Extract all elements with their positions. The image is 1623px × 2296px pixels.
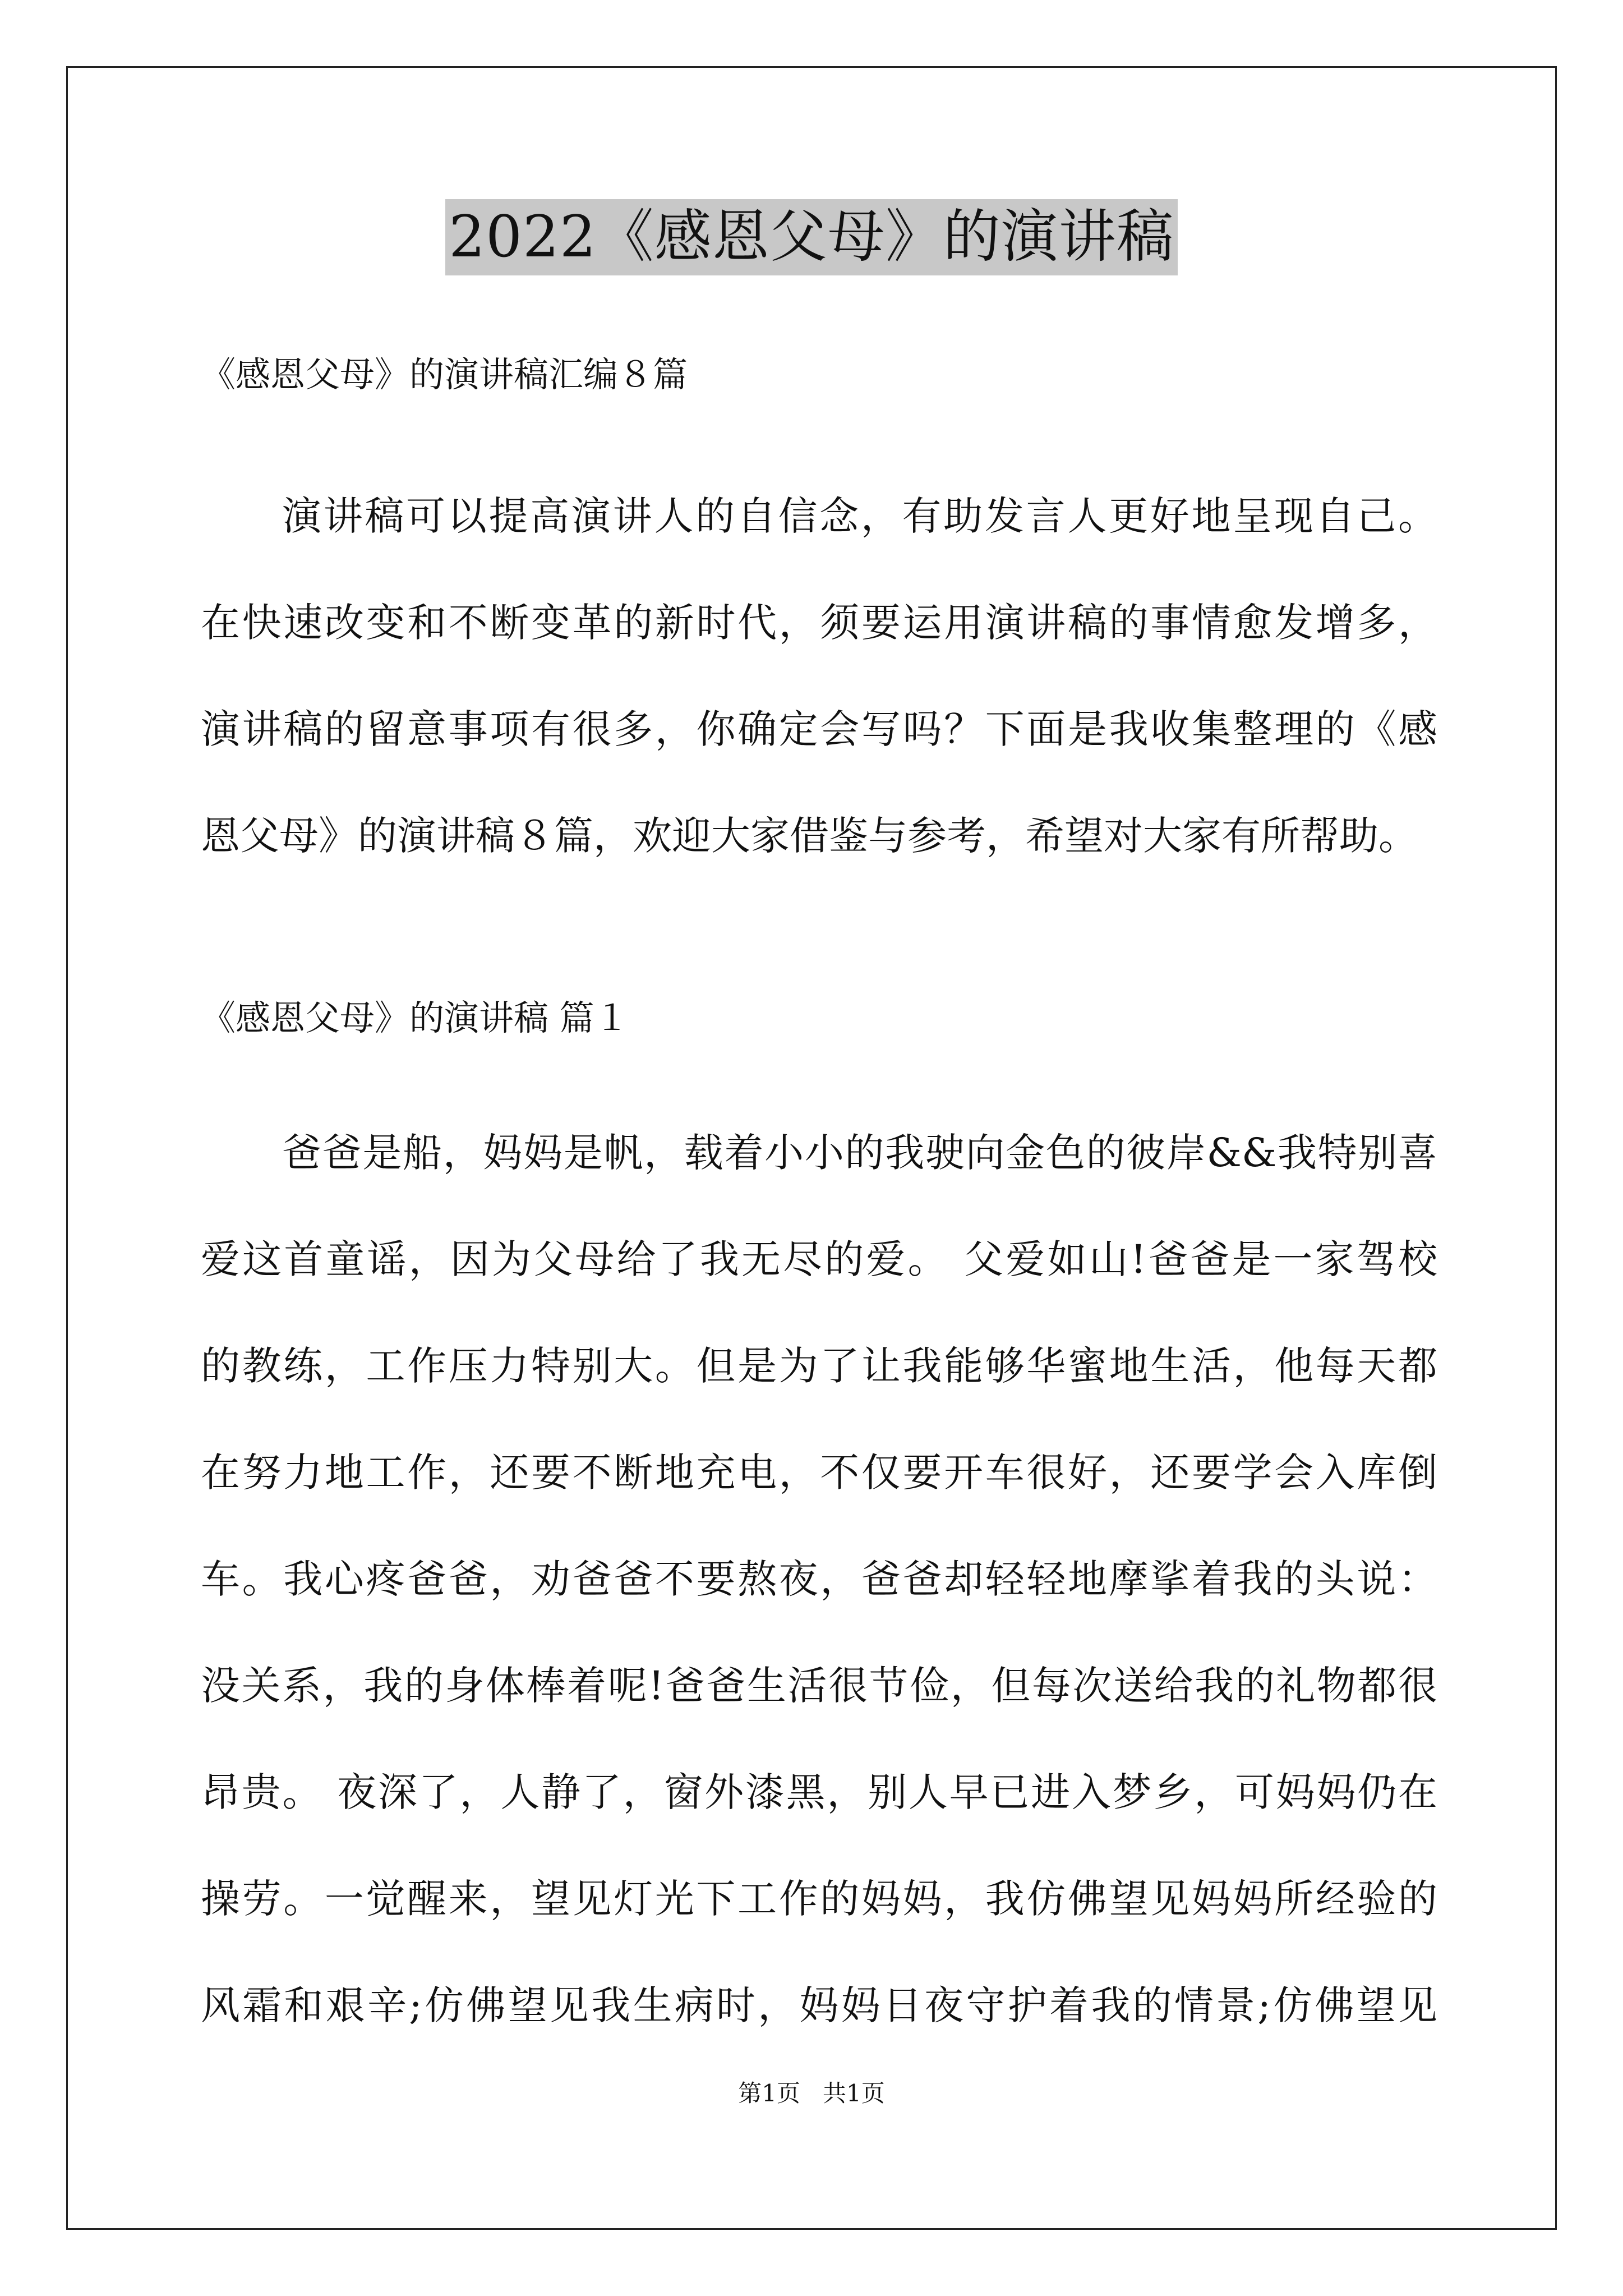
body-paragraph	[201, 1099, 1437, 2059]
body-line: 车。我心疼爸爸，劝爸爸不要熬夜，爸爸却轻轻地摩挲着我的头说：	[201, 1556, 1437, 1602]
body-line: 爱这首童谣，因为父母给了我无尽的爱。 父爱如山!爸爸是一家驾校	[201, 1236, 1437, 1282]
document-subtitle: 《感恩父母》的演讲稿汇编８篇	[201, 354, 688, 395]
document-title: 2022《感恩父母》的演讲稿	[445, 199, 1178, 275]
body-line: 的教练，工作压力特别大。但是为了让我能够华蜜地生活，他每天都	[201, 1343, 1437, 1389]
body-line: 昂贵。 夜深了，人静了，窗外漆黑，别人早已进入梦乡，可妈妈仍在	[201, 1769, 1437, 1815]
section-heading: 《感恩父母》的演讲稿 篇１	[201, 997, 629, 1038]
body-line: 爸爸是船，妈妈是帆，载着小小的我驶向金色的彼岸&&我特别喜	[282, 1130, 1437, 1176]
body-line: 操劳。一觉醒来，望见灯光下工作的妈妈，我仿佛望见妈妈所经验的	[201, 1876, 1437, 1922]
intro-paragraph	[201, 463, 1437, 889]
body-line: 没关系，我的身体棒着呢!爸爸生活很节俭，但每次送给我的礼物都很	[201, 1663, 1437, 1709]
intro-line: 演讲稿可以提高演讲人的自信念，有助发言人更好地呈现自己。	[282, 493, 1437, 539]
body-line: 风霜和艰辛;仿佛望见我生病时，妈妈日夜守护着我的情景;仿佛望见	[201, 1982, 1437, 2028]
intro-line: 演讲稿的留意事项有很多，你确定会写吗？下面是我收集整理的《感	[201, 706, 1437, 752]
body-line: 在努力地工作，还要不断地充电，不仅要开车很好，还要学会入库倒	[201, 1450, 1437, 1496]
intro-line: 在快速改变和不断变革的新时代，须要运用演讲稿的事情愈发增多，	[201, 600, 1437, 646]
title-container	[0, 199, 1623, 275]
intro-line: 恩父母》的演讲稿８篇，欢迎大家借鉴与参考，希望对大家有所帮助。	[201, 813, 1418, 859]
page-footer: 第1页 共1页	[738, 2079, 885, 2107]
